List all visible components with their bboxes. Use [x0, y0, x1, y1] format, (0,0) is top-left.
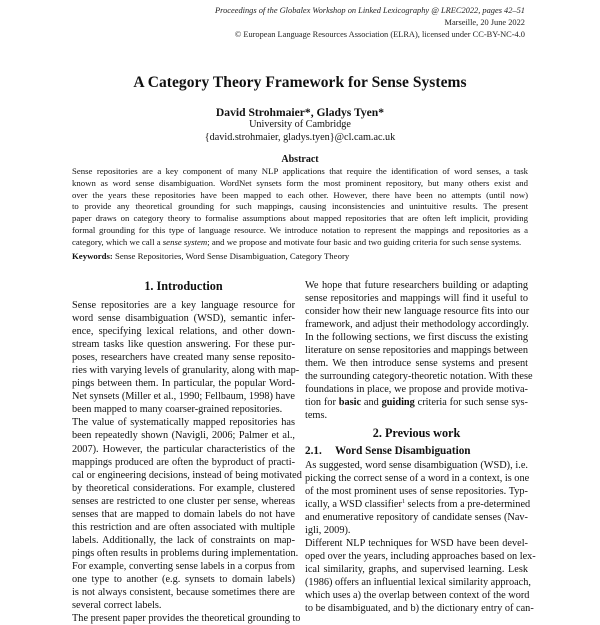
author-email: {david.strohmaier, gladys.tyen}@cl.cam.ac.uk: [204, 131, 396, 143]
place-date-line: Marseille, 20 June 2022: [444, 17, 525, 27]
text-line: mappings produced are often the byproduct of practi-: [72, 456, 295, 468]
text-span: and: [361, 397, 382, 409]
proceedings-header: [215, 5, 525, 40]
text-line: ries with varying levels of granularity, along with map-: [72, 365, 300, 377]
text-line: 2007). However, the particular characteristics of the: [72, 443, 295, 455]
text-line: The value of systematically mapped repositories has: [72, 417, 295, 429]
text-line: foundations in place, we propose and provide motiva-: [305, 384, 528, 396]
keywords-value: Sense Repositories, Word Sense Disambiguation, Category Theory: [112, 251, 350, 261]
text-line: which uses a) the overlap between context of the word: [305, 589, 530, 601]
text-line: ence, specifying lexical relations, and other down-: [72, 326, 295, 338]
text-span: ically, a WSD classifier: [305, 498, 402, 510]
keywords-label: Keywords:: [72, 251, 113, 261]
text-line: is not always consistent, because sometimes there are: [72, 587, 295, 599]
basic-criteria-term: basic: [338, 397, 362, 409]
text-line: Different NLP techniques for WSD have been devel-: [305, 537, 528, 549]
abstract-line: known as word sense disambiguation. WordNet synsets form the most prominent repository, but many others exist and: [72, 177, 528, 188]
text-line: been mapped to many coarser-grained repositories.: [72, 404, 283, 416]
text-line: been repeatedly shown (Navigli, 2006; Palmer et al.,: [72, 430, 295, 442]
paper-title: A Category Theory Framework for Sense Systems: [133, 74, 467, 91]
text-line: senses are restricted to one cluster per sense, whereas: [72, 495, 295, 507]
footnote-marker[interactable]: 1: [401, 498, 405, 505]
text-line: Net synsets (Miller et al., 1990; Fellbaum, 1998) have: [72, 391, 295, 403]
left-column: [72, 279, 302, 625]
previous-work-body-continued: [305, 511, 536, 615]
text-line: sense repositories and mappings will find it useful to: [305, 293, 528, 305]
introduction-body: [72, 299, 302, 625]
text-line: of the most prominent uses of sense repositories. Typ-: [305, 485, 528, 497]
text-line: senses that are mapped to domain labels do not have: [72, 508, 295, 520]
text-line: For example, converting sense labels in a corpus from: [72, 560, 295, 572]
previous-work-body: [305, 459, 528, 498]
author-names: David Strohmaier*, Gladys Tyen*: [215, 106, 385, 119]
text-line: consider how their new language resource fits into our: [305, 306, 530, 318]
text-line: [305, 396, 528, 409]
text-line: (1986) offers an influential lexical similarity approach,: [305, 576, 531, 588]
abstract-text: category, which we call a: [72, 236, 163, 247]
guiding-criteria-term: guiding: [381, 397, 415, 409]
text-line: Sense repositories are a key language resource for: [72, 300, 295, 311]
text-line: ical similarity, graphs, and supervised learning. Lesk: [305, 563, 528, 575]
text-line: stream tasks like question answering. For these pur-: [72, 339, 295, 351]
text-line: The present paper provides the theoretical grounding to: [72, 613, 301, 625]
text-line: [305, 498, 531, 511]
abstract-line: to provide any theoretical grounding for such mappings, causing inconsistencies and unintuitive results. The present: [72, 201, 528, 212]
text-line: We hope that future researchers building or adapting: [305, 280, 528, 291]
abstract-heading: Abstract: [281, 154, 319, 165]
proceedings-line: Proceedings of the Globalex Workshop on Linked Lexicography @ LREC2022, pages 42–51: [215, 6, 525, 15]
text-line: labels. Additionally, the lack of constraints on map-: [72, 534, 295, 546]
text-line: poses, researchers have created many sense reposito-: [72, 352, 295, 364]
abstract-line: [72, 237, 528, 249]
right-column: [305, 279, 536, 615]
abstract-line: paper draws on category theory to formalise assumptions about mapped repositories that are often left implicit, providing: [72, 213, 528, 224]
text-line: several correct labels.: [72, 600, 162, 612]
affiliation: University of Cambridge: [249, 119, 351, 130]
text-line: picking the correct sense of a word in a context, is one: [305, 472, 530, 484]
text-span: selects from a pre-determined: [404, 498, 531, 510]
text-line: framework, and adjust their methodology accordingly.: [305, 319, 529, 331]
text-line: oped over the years, including approaches based on lex-: [305, 550, 536, 562]
abstract-body: [72, 166, 528, 249]
section-heading-previous-work: 2. Previous work: [372, 425, 461, 440]
text-line: the surrounding category-theoretic notation. With these: [305, 371, 533, 383]
abstract-line: Sense repositories are a key component of many NLP applications that require the identification of word senses, a task: [72, 166, 528, 176]
text-line: pings between them. In particular, the popular Word-: [72, 378, 295, 390]
text-span: tion for: [305, 397, 339, 409]
subsection-title: Word Sense Disambiguation: [335, 444, 471, 457]
abstract-line: over the years these repositories have been mapped to each other. However, there have been no attempts (until now): [72, 189, 528, 200]
text-line: word sense disambiguation (WSD), semantic infer-: [72, 313, 295, 325]
abstract-line: formal grounding for this type of language resource. We introduce notation to represent the mappings and repositories as a: [72, 224, 528, 235]
introduction-body-continued: [305, 279, 533, 396]
text-line: one type to another (e.g. synsets to domain labels): [72, 573, 295, 585]
text-line: As suggested, word sense disambiguation (WSD), i.e.: [305, 459, 528, 471]
text-line: tems.: [305, 410, 328, 422]
keywords: [72, 251, 349, 261]
subsection-heading-wsd: [305, 444, 528, 458]
text-line: igli, 2009).: [305, 524, 351, 536]
author-block: [0, 106, 600, 144]
text-line: pings often results in problems during implementation.: [72, 547, 299, 559]
text-line: them. We then introduce sense systems and present: [305, 358, 528, 370]
license-line: © European Language Resources Association (ELRA), licensed under CC-BY-NC-4.0: [234, 29, 525, 39]
text-line: by theoretical considerations. For example, clustered: [72, 482, 295, 494]
text-line: cal or engineering decisions, instead of being motivated: [72, 469, 302, 481]
text-line: literature on sense repositories and mappings between: [305, 345, 528, 357]
text-line: In the following sections, we first discuss the existing: [305, 332, 528, 344]
text-line: and enumerative repository of candidate senses (Nav-: [305, 511, 528, 523]
text-span: criteria for such sense sys-: [414, 397, 528, 409]
text-line: to be disambiguated, and b) the dictionary entry of can-: [305, 603, 534, 615]
section-heading-introduction: 1. Introduction: [144, 279, 223, 293]
sense-system-term: sense system: [162, 236, 208, 247]
abstract-text: ; and we propose and motivate four basic and two guiding criteria for such sense systems.: [207, 236, 522, 247]
text-line: this restriction and are often associated with multiple: [72, 521, 295, 533]
subsection-number: 2.1.: [305, 444, 322, 457]
